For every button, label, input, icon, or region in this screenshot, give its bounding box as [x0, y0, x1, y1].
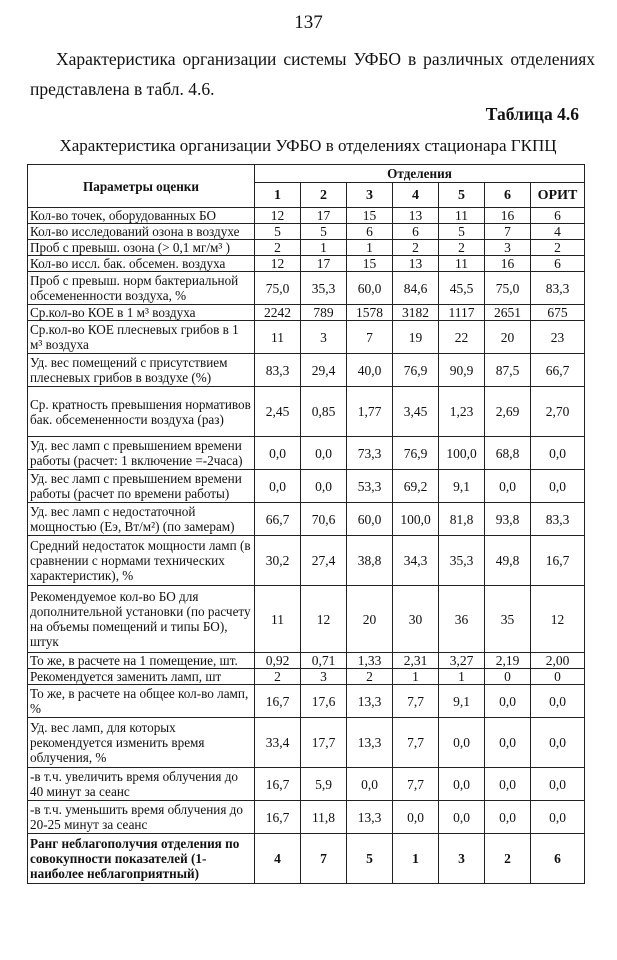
table-cell: 0,0 — [393, 801, 439, 834]
table-cell: 76,9 — [393, 354, 439, 387]
col-header: 3 — [347, 183, 393, 208]
table-cell: 2,00 — [531, 653, 585, 669]
table-cell: 35,3 — [439, 536, 485, 586]
table-cell: 75,0 — [255, 272, 301, 305]
table-cell: 0,0 — [255, 437, 301, 470]
table-cell: 13,3 — [347, 718, 393, 768]
table-cell: 13,3 — [347, 801, 393, 834]
table-cell: 6 — [393, 224, 439, 240]
table-cell: 5 — [347, 834, 393, 884]
row-label: Уд. вес ламп с превышением времени работы (расчет: 1 включение =-2часа) — [28, 437, 255, 470]
table-cell: 19 — [393, 321, 439, 354]
table-cell: 90,9 — [439, 354, 485, 387]
table-row — [28, 503, 585, 536]
table-cell: 34,3 — [393, 536, 439, 586]
table-cell: 16,7 — [531, 536, 585, 586]
table-cell: 16,7 — [255, 685, 301, 718]
table-cell: 1 — [439, 669, 485, 685]
table-cell: 2 — [439, 240, 485, 256]
table-cell: 22 — [439, 321, 485, 354]
table-cell: 7 — [347, 321, 393, 354]
table-cell: 2 — [485, 834, 531, 884]
table-cell: 68,8 — [485, 437, 531, 470]
table-cell: 73,3 — [347, 437, 393, 470]
table-cell: 29,4 — [301, 354, 347, 387]
row-label: Проб с превыш. норм бактериальной обсемененности воздуха, % — [28, 272, 255, 305]
table-cell: 35 — [485, 586, 531, 653]
table-cell: 17 — [301, 256, 347, 272]
table-cell: 0,0 — [531, 470, 585, 503]
table-cell: 60,0 — [347, 503, 393, 536]
col-header: 4 — [393, 183, 439, 208]
row-label: Кол-во иссл. бак. обсемен. воздуха — [28, 256, 255, 272]
table-cell: 1,33 — [347, 653, 393, 669]
row-label: Уд. вес ламп с превышением времени работы (расчет по времени работы) — [28, 470, 255, 503]
table-cell: 93,8 — [485, 503, 531, 536]
table-cell: 16,7 — [255, 768, 301, 801]
table-cell: 7,7 — [393, 685, 439, 718]
table-cell: 0,0 — [301, 470, 347, 503]
table-cell: 83,3 — [531, 503, 585, 536]
table-cell: 40,0 — [347, 354, 393, 387]
table-cell: 15 — [347, 208, 393, 224]
table-cell: 0,0 — [347, 768, 393, 801]
table-cell: 2,70 — [531, 387, 585, 437]
table-cell: 12 — [301, 586, 347, 653]
table-cell: 0,0 — [439, 718, 485, 768]
table-cell: 789 — [301, 305, 347, 321]
table-row — [28, 718, 585, 768]
table-cell: 53,3 — [347, 470, 393, 503]
table-cell: 70,6 — [301, 503, 347, 536]
table-cell: 0,0 — [531, 437, 585, 470]
table-cell: 1117 — [439, 305, 485, 321]
row-label: Кол-во исследований озона в воздухе — [28, 224, 255, 240]
table-cell: 83,3 — [255, 354, 301, 387]
table-cell: 7 — [301, 834, 347, 884]
table-cell: 16,7 — [255, 801, 301, 834]
table-row — [28, 321, 585, 354]
table-cell: 12 — [255, 256, 301, 272]
table-cell: 3 — [439, 834, 485, 884]
row-label: То же, в расчете на 1 помещение, шт. — [28, 653, 255, 669]
table-cell: 3 — [485, 240, 531, 256]
table-cell: 38,8 — [347, 536, 393, 586]
table-cell: 2 — [347, 669, 393, 685]
table-cell: 13 — [393, 256, 439, 272]
table-cell: 13 — [393, 208, 439, 224]
table-cell: 3 — [301, 669, 347, 685]
table-cell: 0,0 — [485, 768, 531, 801]
table-cell: 6 — [531, 208, 585, 224]
table-cell: 2 — [255, 669, 301, 685]
departments-header: Отделения — [255, 165, 585, 183]
row-label: Уд. вес помещений с присутствием плесневых грибов в воздухе (%) — [28, 354, 255, 387]
table-row — [28, 669, 585, 685]
table-cell: 7,7 — [393, 718, 439, 768]
table-cell: 87,5 — [485, 354, 531, 387]
table-row — [28, 256, 585, 272]
table-cell: 5 — [301, 224, 347, 240]
table-cell: 100,0 — [393, 503, 439, 536]
table-cell: 81,8 — [439, 503, 485, 536]
row-label: -в т.ч. увеличить время облучения до 40 минут за сеанс — [28, 768, 255, 801]
table-row — [28, 305, 585, 321]
table-cell: 9,1 — [439, 685, 485, 718]
table-cell: 76,9 — [393, 437, 439, 470]
table-cell: 2242 — [255, 305, 301, 321]
page-number: 137 — [294, 12, 323, 33]
table-cell: 3 — [301, 321, 347, 354]
table-cell: 5 — [439, 224, 485, 240]
table-cell: 17,6 — [301, 685, 347, 718]
table-cell: 1 — [393, 669, 439, 685]
table-cell: 13,3 — [347, 685, 393, 718]
table-cell: 1,77 — [347, 387, 393, 437]
table-cell: 0 — [531, 669, 585, 685]
table-cell: 33,4 — [255, 718, 301, 768]
table-cell: 6 — [531, 256, 585, 272]
table-cell: 0,0 — [531, 718, 585, 768]
table-cell: 27,4 — [301, 536, 347, 586]
table-cell: 5 — [255, 224, 301, 240]
table-label: Таблица 4.6 — [485, 104, 579, 124]
table-cell: 675 — [531, 305, 585, 321]
table-cell: 11 — [255, 321, 301, 354]
table-cell: 17 — [301, 208, 347, 224]
row-label: Уд. вес ламп, для которых рекомендуется изменить время облучения, % — [28, 718, 255, 768]
table-cell: 2 — [393, 240, 439, 256]
col-header: 2 — [301, 183, 347, 208]
table-cell: 20 — [485, 321, 531, 354]
table-cell: 0,92 — [255, 653, 301, 669]
table-cell: 0 — [485, 669, 531, 685]
data-table — [27, 164, 585, 884]
col-header: 1 — [255, 183, 301, 208]
table-cell: 4 — [531, 224, 585, 240]
row-label: -в т.ч. уменьшить время облучения до 20-25 минут за сеанс — [28, 801, 255, 834]
table-cell: 45,5 — [439, 272, 485, 305]
table-row — [28, 240, 585, 256]
table-cell: 12 — [255, 208, 301, 224]
table-cell: 0,0 — [485, 718, 531, 768]
table-row — [28, 536, 585, 586]
table-cell: 3182 — [393, 305, 439, 321]
table-cell: 0,0 — [485, 470, 531, 503]
col-header: ОРИТ — [531, 183, 585, 208]
table-cell: 12 — [531, 586, 585, 653]
row-label: Ранг неблагополучия отделения по совокупности показателей (1- наиболее неблагоприятный) — [28, 834, 255, 884]
table-cell: 84,6 — [393, 272, 439, 305]
col-header: 5 — [439, 183, 485, 208]
table-cell: 2,19 — [485, 653, 531, 669]
table-body — [28, 208, 585, 884]
row-label: Ср.кол-во КОЕ в 1 м³ воздуха — [28, 305, 255, 321]
table-cell: 15 — [347, 256, 393, 272]
table-cell: 9,1 — [439, 470, 485, 503]
table-cell: 0,71 — [301, 653, 347, 669]
table-cell: 1,23 — [439, 387, 485, 437]
table-cell: 35,3 — [301, 272, 347, 305]
table-row — [28, 354, 585, 387]
table-row — [28, 768, 585, 801]
table-cell: 30,2 — [255, 536, 301, 586]
table-cell: 0,85 — [301, 387, 347, 437]
table-row — [28, 437, 585, 470]
table-row — [28, 470, 585, 503]
table-cell: 11 — [255, 586, 301, 653]
table-cell: 5,9 — [301, 768, 347, 801]
table-cell: 75,0 — [485, 272, 531, 305]
row-label: Проб с превыш. озона (> 0,1 мг/м³ ) — [28, 240, 255, 256]
table-cell: 4 — [255, 834, 301, 884]
row-label: Рекомендуемое кол-во БО для дополнительной установки (по расчету на объемы помещений и типы БО), штук — [28, 586, 255, 653]
col-header: 6 — [485, 183, 531, 208]
table-row — [28, 834, 585, 884]
table-cell: 6 — [531, 834, 585, 884]
row-label: Ср.кол-во КОЕ плесневых грибов в 1 м³ воздуха — [28, 321, 255, 354]
row-label: То же, в расчете на общее кол-во ламп, % — [28, 685, 255, 718]
table-cell: 7,7 — [393, 768, 439, 801]
table-row — [28, 224, 585, 240]
table-cell: 0,0 — [255, 470, 301, 503]
table-cell: 2 — [255, 240, 301, 256]
table-cell: 3,27 — [439, 653, 485, 669]
table-row — [28, 208, 585, 224]
table-caption: Характеристика организации УФБО в отделениях стационара ГКПЦ — [59, 136, 557, 155]
table-cell: 6 — [347, 224, 393, 240]
table-cell: 2,45 — [255, 387, 301, 437]
param-header: Параметры оценки — [28, 165, 255, 208]
table-cell: 66,7 — [531, 354, 585, 387]
table-cell: 2 — [531, 240, 585, 256]
table-cell: 83,3 — [531, 272, 585, 305]
table-cell: 16 — [485, 208, 531, 224]
table-cell: 3,45 — [393, 387, 439, 437]
table-cell: 23 — [531, 321, 585, 354]
table-row — [28, 685, 585, 718]
table-cell: 1578 — [347, 305, 393, 321]
table-cell: 66,7 — [255, 503, 301, 536]
table-cell: 20 — [347, 586, 393, 653]
table-cell: 16 — [485, 256, 531, 272]
table-cell: 36 — [439, 586, 485, 653]
table-cell: 1 — [347, 240, 393, 256]
table-cell: 1 — [301, 240, 347, 256]
table-cell: 0,0 — [485, 801, 531, 834]
table-cell: 1 — [393, 834, 439, 884]
table-cell: 17,7 — [301, 718, 347, 768]
table-row — [28, 653, 585, 669]
table-cell: 0,0 — [485, 685, 531, 718]
row-label: Уд. вес ламп с недостаточной мощностью (Еэ, Вт/м²) (по замерам) — [28, 503, 255, 536]
table-row — [28, 272, 585, 305]
table-cell: 100,0 — [439, 437, 485, 470]
table-cell: 0,0 — [531, 801, 585, 834]
table-cell: 30 — [393, 586, 439, 653]
row-label: Средний недостаток мощности ламп (в сравнении с нормами технических характеристик), % — [28, 536, 255, 586]
row-label: Рекомендуется заменить ламп, шт — [28, 669, 255, 685]
table-cell: 0,0 — [301, 437, 347, 470]
table-cell: 0,0 — [531, 685, 585, 718]
table-cell: 2,69 — [485, 387, 531, 437]
table-cell: 2,31 — [393, 653, 439, 669]
table-row — [28, 387, 585, 437]
table-cell: 7 — [485, 224, 531, 240]
table-cell: 60,0 — [347, 272, 393, 305]
table-row — [28, 586, 585, 653]
table-row — [28, 801, 585, 834]
intro-paragraph: Характеристика организации системы УФБО в различных отделениях представлена в табл. 4.6. — [30, 49, 595, 99]
table-cell: 2651 — [485, 305, 531, 321]
row-label: Кол-во точек, оборудованных БО — [28, 208, 255, 224]
table-cell: 11,8 — [301, 801, 347, 834]
table-cell: 0,0 — [439, 801, 485, 834]
row-label: Ср. кратность превышения нормативов бак. обсемененности воздуха (раз) — [28, 387, 255, 437]
table-cell: 69,2 — [393, 470, 439, 503]
table-cell: 11 — [439, 256, 485, 272]
table-cell: 49,8 — [485, 536, 531, 586]
table-cell: 0,0 — [531, 768, 585, 801]
table-cell: 11 — [439, 208, 485, 224]
table-cell: 0,0 — [439, 768, 485, 801]
